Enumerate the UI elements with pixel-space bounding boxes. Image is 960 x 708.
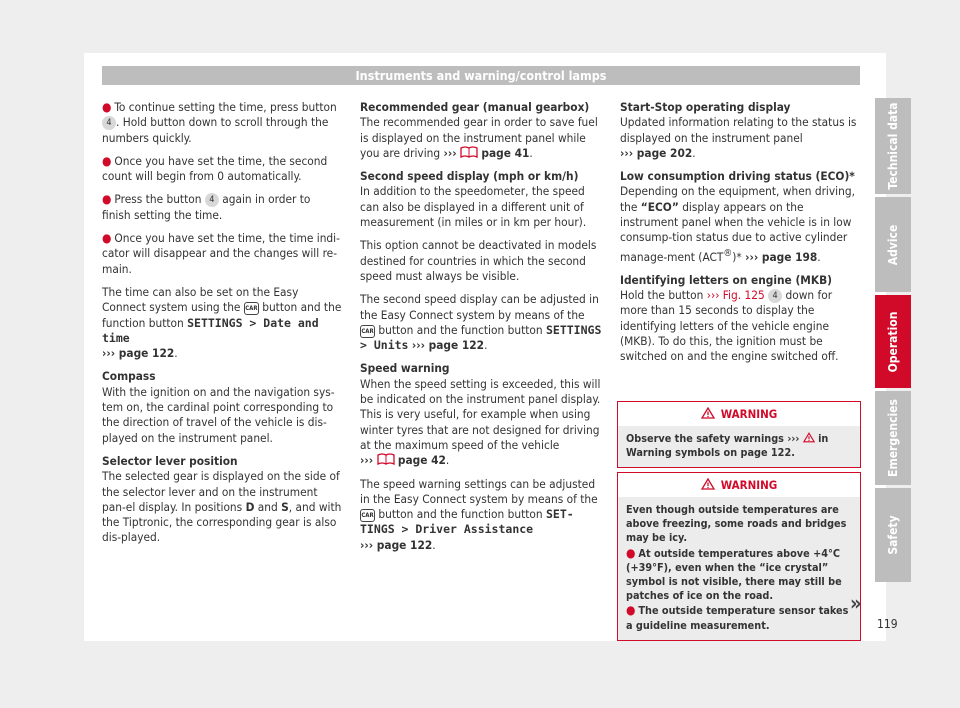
section-heading: Identifying letters on engine (MKB) xyxy=(620,272,833,287)
paragraph: In addition to the speedometer, the speed can also be displayed in a different unit of measurement (in miles or in km per hour). xyxy=(360,184,587,230)
warning-triangle-icon xyxy=(701,407,715,419)
page-link[interactable]: ››› page 122 xyxy=(102,346,175,361)
warning-triangle-icon xyxy=(701,478,715,490)
paragraph: When the speed setting is exceeded, this will be indicated on the instrument panel display. This is very useful, for example when using winter tyres that are not designed for driving at the maximum speed of the vehicle ››› page 42. xyxy=(360,376,601,468)
bullet-item: ● To continue setting the time, press button 4 . Hold button down to scroll through the numbers quickly. xyxy=(102,100,337,145)
section-heading: Start-Stop operating display xyxy=(620,100,791,114)
page-link[interactable]: ››› page 198 xyxy=(745,249,818,264)
paragraph: Depending on the equipment, when driving, the “ECO” display appears on the instrument panel when the vehicle is in low consump-tion status due to active cylinder manage-ment (ACT®)* ››› page 198. xyxy=(620,184,855,264)
page-link[interactable]: page 41 xyxy=(481,145,530,160)
tab-operation[interactable]: Operation xyxy=(875,295,911,388)
warning-triangle-icon xyxy=(803,432,815,443)
paragraph: The recommended gear in order to save fuel is displayed on the instrument panel while you are driving ››› page 41. xyxy=(360,115,598,160)
warning-title: WARNING xyxy=(618,473,860,497)
paragraph: The time can also be set on the Easy Connect system using the CAR button and the function button SETTINGS > Date and time ››› page 122. xyxy=(102,284,342,361)
car-button-icon: CAR xyxy=(360,509,375,522)
section-heading: Speed warning xyxy=(360,361,450,376)
book-icon xyxy=(377,453,395,465)
paragraph: The second speed display can be adjusted in the Easy Connect system by means of the CAR button and the function button SETTINGS > Units ››› page 122. xyxy=(360,292,602,353)
button-number-badge: 4 xyxy=(102,116,116,130)
bullet-item: ● Once you have set the time, the second count will begin from 0 automatically. xyxy=(102,153,328,184)
book-icon xyxy=(460,146,478,158)
continue-arrows-icon: » xyxy=(850,591,862,615)
page-header: Instruments and warning/control lamps xyxy=(102,66,860,85)
warning-title: WARNING xyxy=(618,402,860,426)
bullet-item: ● Once you have set the time, the time indi-cator will disappear and the changes will re-main. xyxy=(102,231,340,276)
warning-body: Even though outside temperatures are above freezing, some roads and bridges may be icy. ● At outside temperatures above +4°C (+39°F), even when the “ice crystal” symbol is not visible, there may still be patches of ice on the road. ● The outside temperature sensor takes a guideline measurement. xyxy=(618,497,860,640)
page-number: 119 xyxy=(877,617,898,631)
bullet-item: ● At outside temperatures above +4°C (+39°F), even when the “ice crystal” symbol is not visible, there may still be patches of ice on the road. xyxy=(626,545,842,603)
column-2 xyxy=(360,100,602,561)
tab-emergencies[interactable]: Emergencies xyxy=(875,391,911,485)
car-button-icon: CAR xyxy=(244,302,259,315)
column-1 xyxy=(102,100,342,554)
section-heading: Second speed display (mph or km/h) xyxy=(360,169,579,184)
button-number-badge: 4 xyxy=(768,289,782,303)
page-link[interactable]: ››› page 122 xyxy=(360,537,433,552)
bullet-item: ● The outside temperature sensor takes a guideline measurement. xyxy=(626,603,849,632)
page-link[interactable]: ››› page 202 xyxy=(620,145,693,160)
bullet-item: ● Press the button 4 again in order to finish setting the time. xyxy=(102,192,311,222)
paragraph: Updated information relating to the status is displayed on the instrument panel ››› page 202. xyxy=(620,115,857,160)
tab-advice[interactable]: Advice xyxy=(875,197,911,292)
section-heading: Low consumption driving status (ECO)* xyxy=(620,169,855,184)
section-heading: Selector lever position xyxy=(102,453,238,468)
warning-body: Observe the safety warnings ››› in Warning symbols on page 122. xyxy=(618,426,860,467)
car-button-icon: CAR xyxy=(360,325,375,338)
paragraph: Hold the button ››› Fig. 125 4 down for more than 15 seconds to display the identifying letters of the vehicle engine (MKB). To do this, the ignition must be switched on and the engine switched off. xyxy=(620,288,839,364)
warning-box-1 xyxy=(617,401,861,468)
tab-technical-data[interactable]: Technical data xyxy=(875,98,911,194)
column-3 xyxy=(620,100,860,373)
tab-safety[interactable]: Safety xyxy=(875,488,911,582)
page-link[interactable]: page 42 xyxy=(397,453,446,468)
section-heading: Recommended gear (manual gearbox) xyxy=(360,100,590,114)
paragraph: The speed warning settings can be adjusted in the Easy Connect system by means of the CAR button and the function button SET-TINGS > Driver Assistance ››› page 122. xyxy=(360,476,598,552)
section-heading: Compass xyxy=(102,369,156,384)
paragraph: This option cannot be deactivated in models destined for countries in which the second speed must always be visible. xyxy=(360,238,597,283)
figure-link[interactable]: ››› Fig. 125 xyxy=(706,288,765,303)
page-link[interactable]: ››› page 122 xyxy=(411,338,485,353)
button-number-badge: 4 xyxy=(205,193,219,207)
warning-box-2 xyxy=(617,472,861,641)
paragraph: With the ignition on and the navigation sys-tem on, the cardinal point corresponding to the direction of travel of the vehicle is dis-played on the instrument panel. xyxy=(102,384,335,445)
paragraph: The selected gear is displayed on the side of the selector lever and on the instrument pan-el display. In positions D and S, and with the Tiptronic, the corresponding gear is also dis-played. xyxy=(102,469,342,545)
